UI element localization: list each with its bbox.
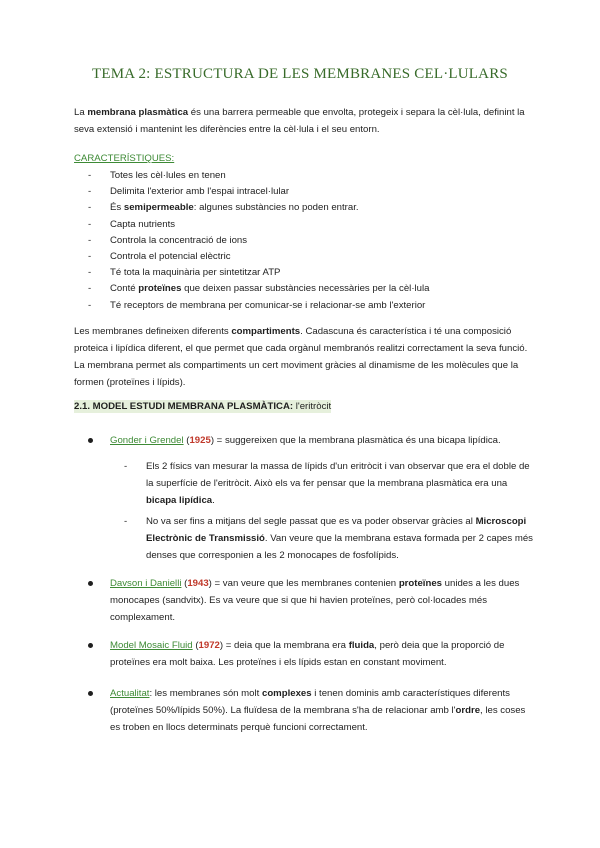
model-name-link[interactable]: Gonder i Grendel [110, 435, 184, 446]
bullet-icon [88, 438, 93, 443]
characteristics-heading: CARACTERÍSTIQUES: [74, 153, 175, 164]
term-compartiments: compartiments [231, 326, 301, 337]
list-item: - Totes les cèl·lules en tenen [74, 168, 534, 184]
dash-marker: - [88, 202, 92, 214]
characteristics-list [74, 168, 534, 314]
list-item: - Delimita l'exterior amb l'espai intracel·lular [74, 184, 534, 200]
dash-marker: - [88, 186, 92, 198]
list-item: - Controla el potencial elèctric [74, 249, 534, 265]
dash-marker: - [88, 250, 92, 262]
list-item: - Té tota la maquinària per sintetitzar ATP [74, 265, 534, 281]
term-membrana-plasmatica: membrana plasmàtica [87, 107, 189, 118]
model-davson-danielli: Davson i Danielli (1943) = van veure que les membranes contenien proteïnes unides a les dues monocapes (sandvitx). Es va veure que si que hi havien proteïnes, però col·locades més complexament. [88, 575, 534, 626]
dash-marker: - [88, 299, 92, 311]
model-gorter-grendel: Gonder i Grendel (1925) = suggereixen que la membrana plasmàtica és una bicapa lipídica. [88, 432, 534, 449]
intro-paragraph: La membrana plasmàtica és una barrera permeable que envolta, protegeix i separa la cèl·lula, definint la seva extensió i mantenint les diferències entre la cèl·lula i el seu entorn. [74, 107, 525, 135]
dash-marker: - [124, 516, 128, 527]
dash-marker: - [88, 234, 92, 246]
gorter-detail-1: - Els 2 físics van mesurar la massa de lípids d'un eritròcit i van observar que era el doble de la superfície de l'eritròcit. Això els va fer pensar que la membrana plasmàtica era una bicapa lipídica. [124, 458, 534, 509]
list-item: - Té receptors de membrana per comunicar-se i relacionar-se amb l'exterior [74, 298, 534, 314]
list-item: - Conté proteïnes que deixen passar substàncies necessàries per la cèl·lula [74, 281, 534, 297]
dash-marker: - [88, 267, 92, 279]
gorter-detail-2: - No va ser fins a mitjans del segle passat que es va poder observar gràcies al Microscopi Electrònic de Transmissió. Van veure que la membrana estava formada per 2 capes més denses que corresponien a les 2 monocapes de fosfolípids. [124, 513, 534, 564]
model-year: 1972 [198, 640, 220, 651]
model-year: 1925 [189, 435, 211, 446]
page-title: TEMA 2: ESTRUCTURA DE LES MEMBRANES CEL·LULARS [92, 66, 508, 82]
list-item: - Capta nutrients [74, 217, 534, 233]
bullet-icon [88, 581, 93, 586]
list-item: - Controla la concentració de ions [74, 233, 534, 249]
model-name-link[interactable]: Model Mosaic Fluid [110, 640, 193, 651]
model-year: 1943 [187, 578, 209, 589]
dash-marker: - [88, 218, 92, 230]
dash-marker: - [88, 283, 92, 295]
model-mosaic-fluid: Model Mosaic Fluid (1972) = deia que la membrana era fluida, però deia que la proporció de proteïnes era molt baixa. Les proteïnes i els lípids estan en constant moviment. [88, 637, 534, 671]
dash-marker: - [88, 170, 92, 181]
list-item: - És semipermeable: algunes substàncies no poden entrar. [74, 200, 534, 216]
model-actualitat: Actualitat: les membranes són molt complexes i tenen dominis amb característiques diferents (proteïnes 50%/lípids 50%). La fluïdesa de la membrana s'ha de relacionar amb l'ordre, les coses es troben en llocs determinats perquè funcioni correctament. [88, 685, 534, 736]
bullet-icon [88, 691, 93, 696]
model-name-link[interactable]: Actualitat [110, 688, 150, 699]
section-heading-2-1: 2.1. MODEL ESTUDI MEMBRANA PLASMÀTICA: l'eritròcit [74, 401, 332, 412]
bullet-icon [88, 643, 93, 648]
model-name-link[interactable]: Davson i Danielli [110, 578, 182, 589]
dash-marker: - [124, 461, 128, 472]
compartments-paragraph: Les membranes defineixen diferents compartiments. Cadascuna és característica i té una composició proteica i lipídica diferent, el que permet que cada orgànul membranós realitzi correctament la seva funció. La membrana permet als compartiments un cert moviment gràcies al dinamisme de les molècules que la formen (proteïnes i lípids). [74, 326, 528, 388]
